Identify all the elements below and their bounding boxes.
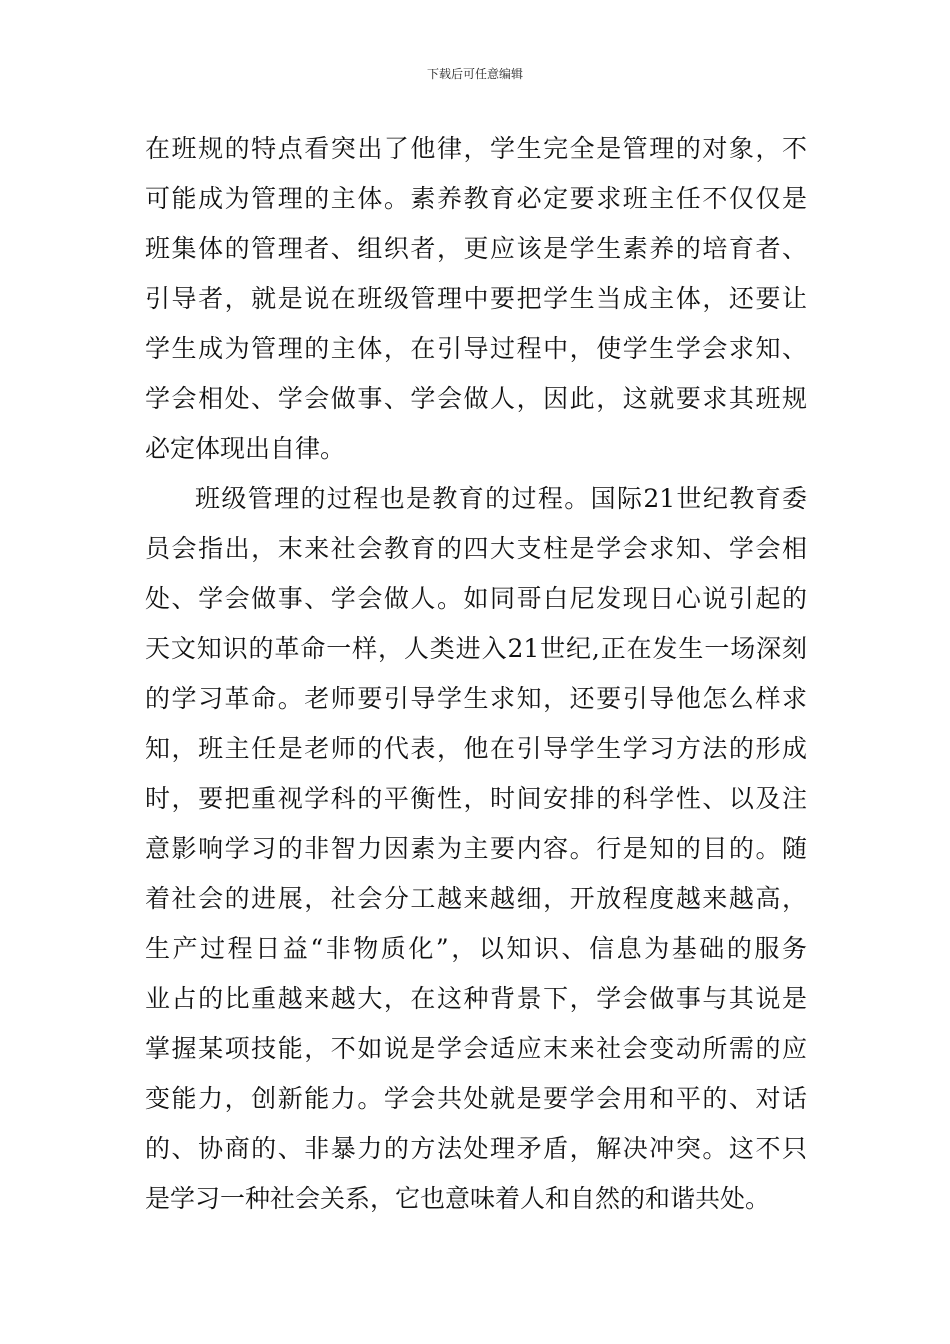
text-line: 时，要把重视学科的平衡性，时间安排的科学性、以及注 [145,784,807,813]
text-line: 员会指出，末来社会教育的四大支柱是学会求知、学会相 [145,534,807,563]
text-line: 变能力，创新能力。学会共处就是要学会用和平的、对话 [145,1084,807,1113]
text-line: 学生成为管理的主体，在引导过程中，使学生学会求知、 [145,334,807,363]
text-line: 知，班主任是老师的代表，他在引导学生学习方法的形成 [145,734,807,763]
text-line: 业占的比重越来越大，在这种背景下，学会做事与其说是 [145,984,807,1013]
text-line: 学会相处、学会做事、学会做人，因此，这就要求其班规 [145,384,807,413]
text-line: 必定体现出自律。 [145,434,346,463]
page-header: 下载后可任意编辑 [426,67,523,81]
text-line: 的、协商的、非暴力的方法处理矛盾，解决冲突。这不只 [145,1134,807,1163]
document-body [145,124,807,1224]
text-line: 是学习一种社会关系，它也意味着人和自然的和谐共处。 [145,1184,771,1213]
text-line: 在班规的特点看突出了他律，学生完全是管理的对象，不 [145,134,807,163]
text-line: 意影响学习的非智力因素为主要内容。行是知的目的。随 [145,834,807,863]
text-line: 生产过程日益“非物质化”，以知识、信息为基础的服务 [145,934,807,963]
text-line: 着社会的进展，社会分工越来越细，开放程度越来越高， [145,884,807,913]
text-line: 的学习革命。老师要引导学生求知，还要引导他怎么样求 [145,684,807,713]
text-line: 引导者，就是说在班级管理中要把学生当成主体，还要让 [145,284,807,313]
text-line: 班集体的管理者、组织者，更应该是学生素养的培育者、 [145,234,807,263]
text-line: 可能成为管理的主体。素养教育必定要求班主任不仅仅是 [145,184,807,213]
paragraph-1 [145,124,807,474]
text-line: 掌握某项技能，不如说是学会适应末来社会变动所需的应 [145,1034,807,1063]
text-line: 处、学会做事、学会做人。如同哥白尼发现日心说引起的 [145,584,807,613]
paragraph-2 [145,474,807,1224]
text-line: 班级管理的过程也是教育的过程。国际21世纪教育委 [195,484,807,513]
text-line: 天文知识的革命一样，人类进入21世纪,正在发生一场深刻 [145,634,807,663]
